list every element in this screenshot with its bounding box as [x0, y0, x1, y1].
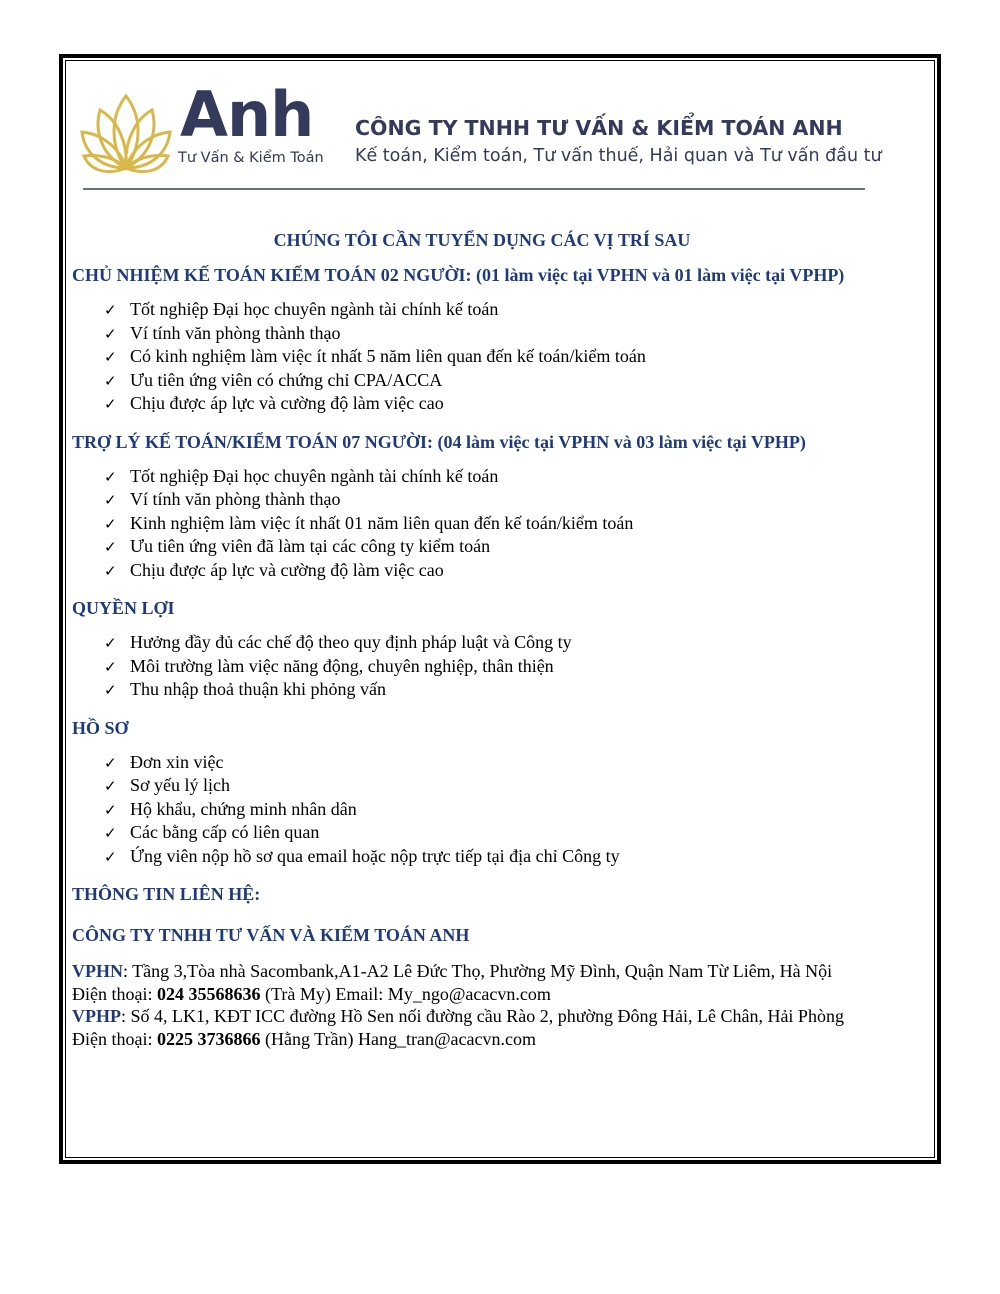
vphn-address: : Tầng 3,Tòa nhà Sacombank,A1-A2 Lê Đức Thọ, Phường Mỹ Đình, Quận Nam Từ Liêm, Hà Nội	[123, 961, 833, 981]
check-icon: ✓	[104, 514, 117, 533]
logo-wordmark: Anh	[180, 78, 314, 151]
section-heading: TRỢ LÝ KẾ TOÁN/KIỂM TOÁN 07 NGƯỜI: (04 làm việc tại VPHN và 03 làm việc tại VPHP)	[72, 431, 806, 452]
check-icon: ✓	[104, 777, 117, 795]
list-item-text: Ví tính văn phòng thành thạo	[130, 322, 341, 343]
list-item	[104, 465, 932, 489]
vphn-phone: 024 35568636	[156, 983, 261, 1004]
check-icon: ✓	[104, 657, 117, 676]
list-item	[104, 535, 932, 559]
list-item-text: Thu nhập thoả thuận khi phỏng vấn	[130, 679, 386, 699]
check-icon: ✓	[104, 681, 117, 699]
check-icon: ✓	[104, 467, 117, 486]
section-chu-nhiem	[72, 265, 932, 416]
vphp-label: VPHP	[72, 1006, 121, 1026]
list-item-text: Ví tính văn phòng thành thạo	[130, 489, 341, 509]
list-item-text: Ưu tiên ứng viên đã làm tại các công ty kiểm toán	[130, 536, 491, 556]
list-item-text: Tốt nghiệp Đại học chuyên ngành tài chính kế toán	[130, 465, 499, 486]
list-item-text: Hưởng đầy đủ các chế độ theo quy định pháp luật và Công ty	[130, 632, 572, 652]
requirement-list	[72, 465, 932, 583]
list-item-text: Chịu được áp lực và cường độ làm việc cao	[130, 559, 444, 580]
page-title: CHÚNG TÔI CẦN TUYỂN DỤNG CÁC VỊ TRÍ SAU	[273, 230, 691, 250]
list-item	[104, 774, 932, 798]
section-heading: CHỦ NHIỆM KẾ TOÁN KIỂM TOÁN 02 NGƯỜI: (01 làm việc tại VPHN và 01 làm việc tại VPHP)	[72, 265, 845, 285]
contact-company-name: CÔNG TY TNHH TƯ VẤN VÀ KIỂM TOÁN ANH	[72, 925, 470, 945]
check-icon: ✓	[104, 800, 117, 819]
logo-tagline: Tư Vấn & Kiểm Toán	[178, 150, 324, 166]
list-item-text: Tốt nghiệp Đại học chuyên ngành tài chính kế toán	[130, 299, 499, 319]
list-item-text: Đơn xin việc	[130, 751, 224, 772]
list-item	[104, 345, 932, 369]
section-quyen-loi	[72, 598, 932, 702]
company-name: CÔNG TY TNHH TƯ VẤN & KIỂM TOÁN ANH	[355, 116, 843, 140]
company-tagline: Kế toán, Kiểm toán, Tư vấn thuế, Hải quan và Tư vấn đầu tư	[355, 146, 882, 166]
letterhead	[80, 78, 882, 196]
check-icon: ✓	[104, 753, 117, 772]
list-item	[104, 392, 932, 416]
list-item	[104, 322, 932, 346]
check-icon: ✓	[104, 371, 117, 390]
check-icon: ✓	[104, 538, 117, 556]
list-item	[104, 631, 932, 655]
check-icon: ✓	[104, 324, 117, 343]
check-icon: ✓	[104, 824, 117, 842]
list-item-text: Môi trường làm việc năng động, chuyên nghiệp, thân thiện	[130, 655, 554, 676]
list-item	[104, 369, 932, 393]
phone-label: Điện thoại:	[72, 983, 157, 1004]
vphn-contact-person: (Trà My) Email: My_ngo@acacvn.com	[260, 983, 551, 1004]
check-icon: ✓	[104, 348, 117, 366]
check-icon: ✓	[104, 634, 117, 652]
list-item	[104, 488, 932, 512]
list-item	[104, 678, 932, 702]
check-icon: ✓	[104, 301, 117, 319]
list-item-text: Ứng viên nộp hồ sơ qua email hoặc nộp trực tiếp tại địa chỉ Công ty	[130, 845, 620, 866]
contact-heading: THÔNG TIN LIÊN HỆ:	[72, 884, 261, 904]
list-item	[104, 298, 932, 322]
check-icon: ✓	[104, 491, 117, 509]
list-item-text: Có kinh nghiệm làm việc ít nhất 5 năm liên quan đến kế toán/kiểm toán	[130, 346, 646, 366]
vphp-contact-person: (Hằng Trần) Hang_tran@acacvn.com	[260, 1028, 536, 1049]
phone-label: Điện thoại:	[72, 1028, 157, 1049]
vphp-phone: 0225 3736866	[156, 1028, 261, 1049]
document-body	[72, 230, 932, 1050]
list-item-text: Kinh nghiệm làm việc ít nhất 01 năm liên quan đến kế toán/kiểm toán	[130, 512, 634, 533]
section-heading: QUYỀN LỢI	[72, 598, 175, 618]
requirement-list	[72, 298, 932, 416]
vphp-phone-line	[72, 1028, 932, 1051]
lotus-logo-icon	[80, 86, 172, 178]
vphp-address-line	[72, 1005, 932, 1028]
check-icon: ✓	[104, 847, 117, 866]
list-item-text: Chịu được áp lực và cường độ làm việc cao	[130, 393, 444, 413]
section-ho-so	[72, 718, 932, 869]
header-divider	[83, 188, 865, 190]
list-item-text: Các bằng cấp có liên quan	[130, 822, 320, 842]
vphp-address: : Số 4, LK1, KĐT ICC đường Hồ Sen nối đường cầu Rào 2, phường Đông Hải, Lê Chân, Hải Phòng	[121, 1006, 844, 1026]
check-icon: ✓	[104, 395, 117, 413]
document-list	[72, 751, 932, 869]
list-item	[104, 751, 932, 775]
list-item-text: Sơ yếu lý lịch	[130, 775, 231, 795]
contact-details	[72, 960, 932, 1050]
list-item	[104, 559, 932, 583]
benefit-list	[72, 631, 932, 702]
list-item	[104, 798, 932, 822]
vphn-address-line	[72, 960, 932, 983]
vphn-phone-line	[72, 983, 932, 1006]
section-tro-ly	[72, 432, 932, 583]
section-heading: HỒ SƠ	[72, 717, 129, 738]
list-item	[104, 821, 932, 845]
list-item-text: Hộ khẩu, chứng minh nhân dân	[130, 798, 357, 819]
list-item-text: Ưu tiên ứng viên có chứng chỉ CPA/ACCA	[130, 369, 443, 390]
check-icon: ✓	[104, 561, 117, 580]
list-item	[104, 655, 932, 679]
list-item	[104, 845, 932, 869]
vphn-label: VPHN	[72, 961, 123, 981]
list-item	[104, 512, 932, 536]
